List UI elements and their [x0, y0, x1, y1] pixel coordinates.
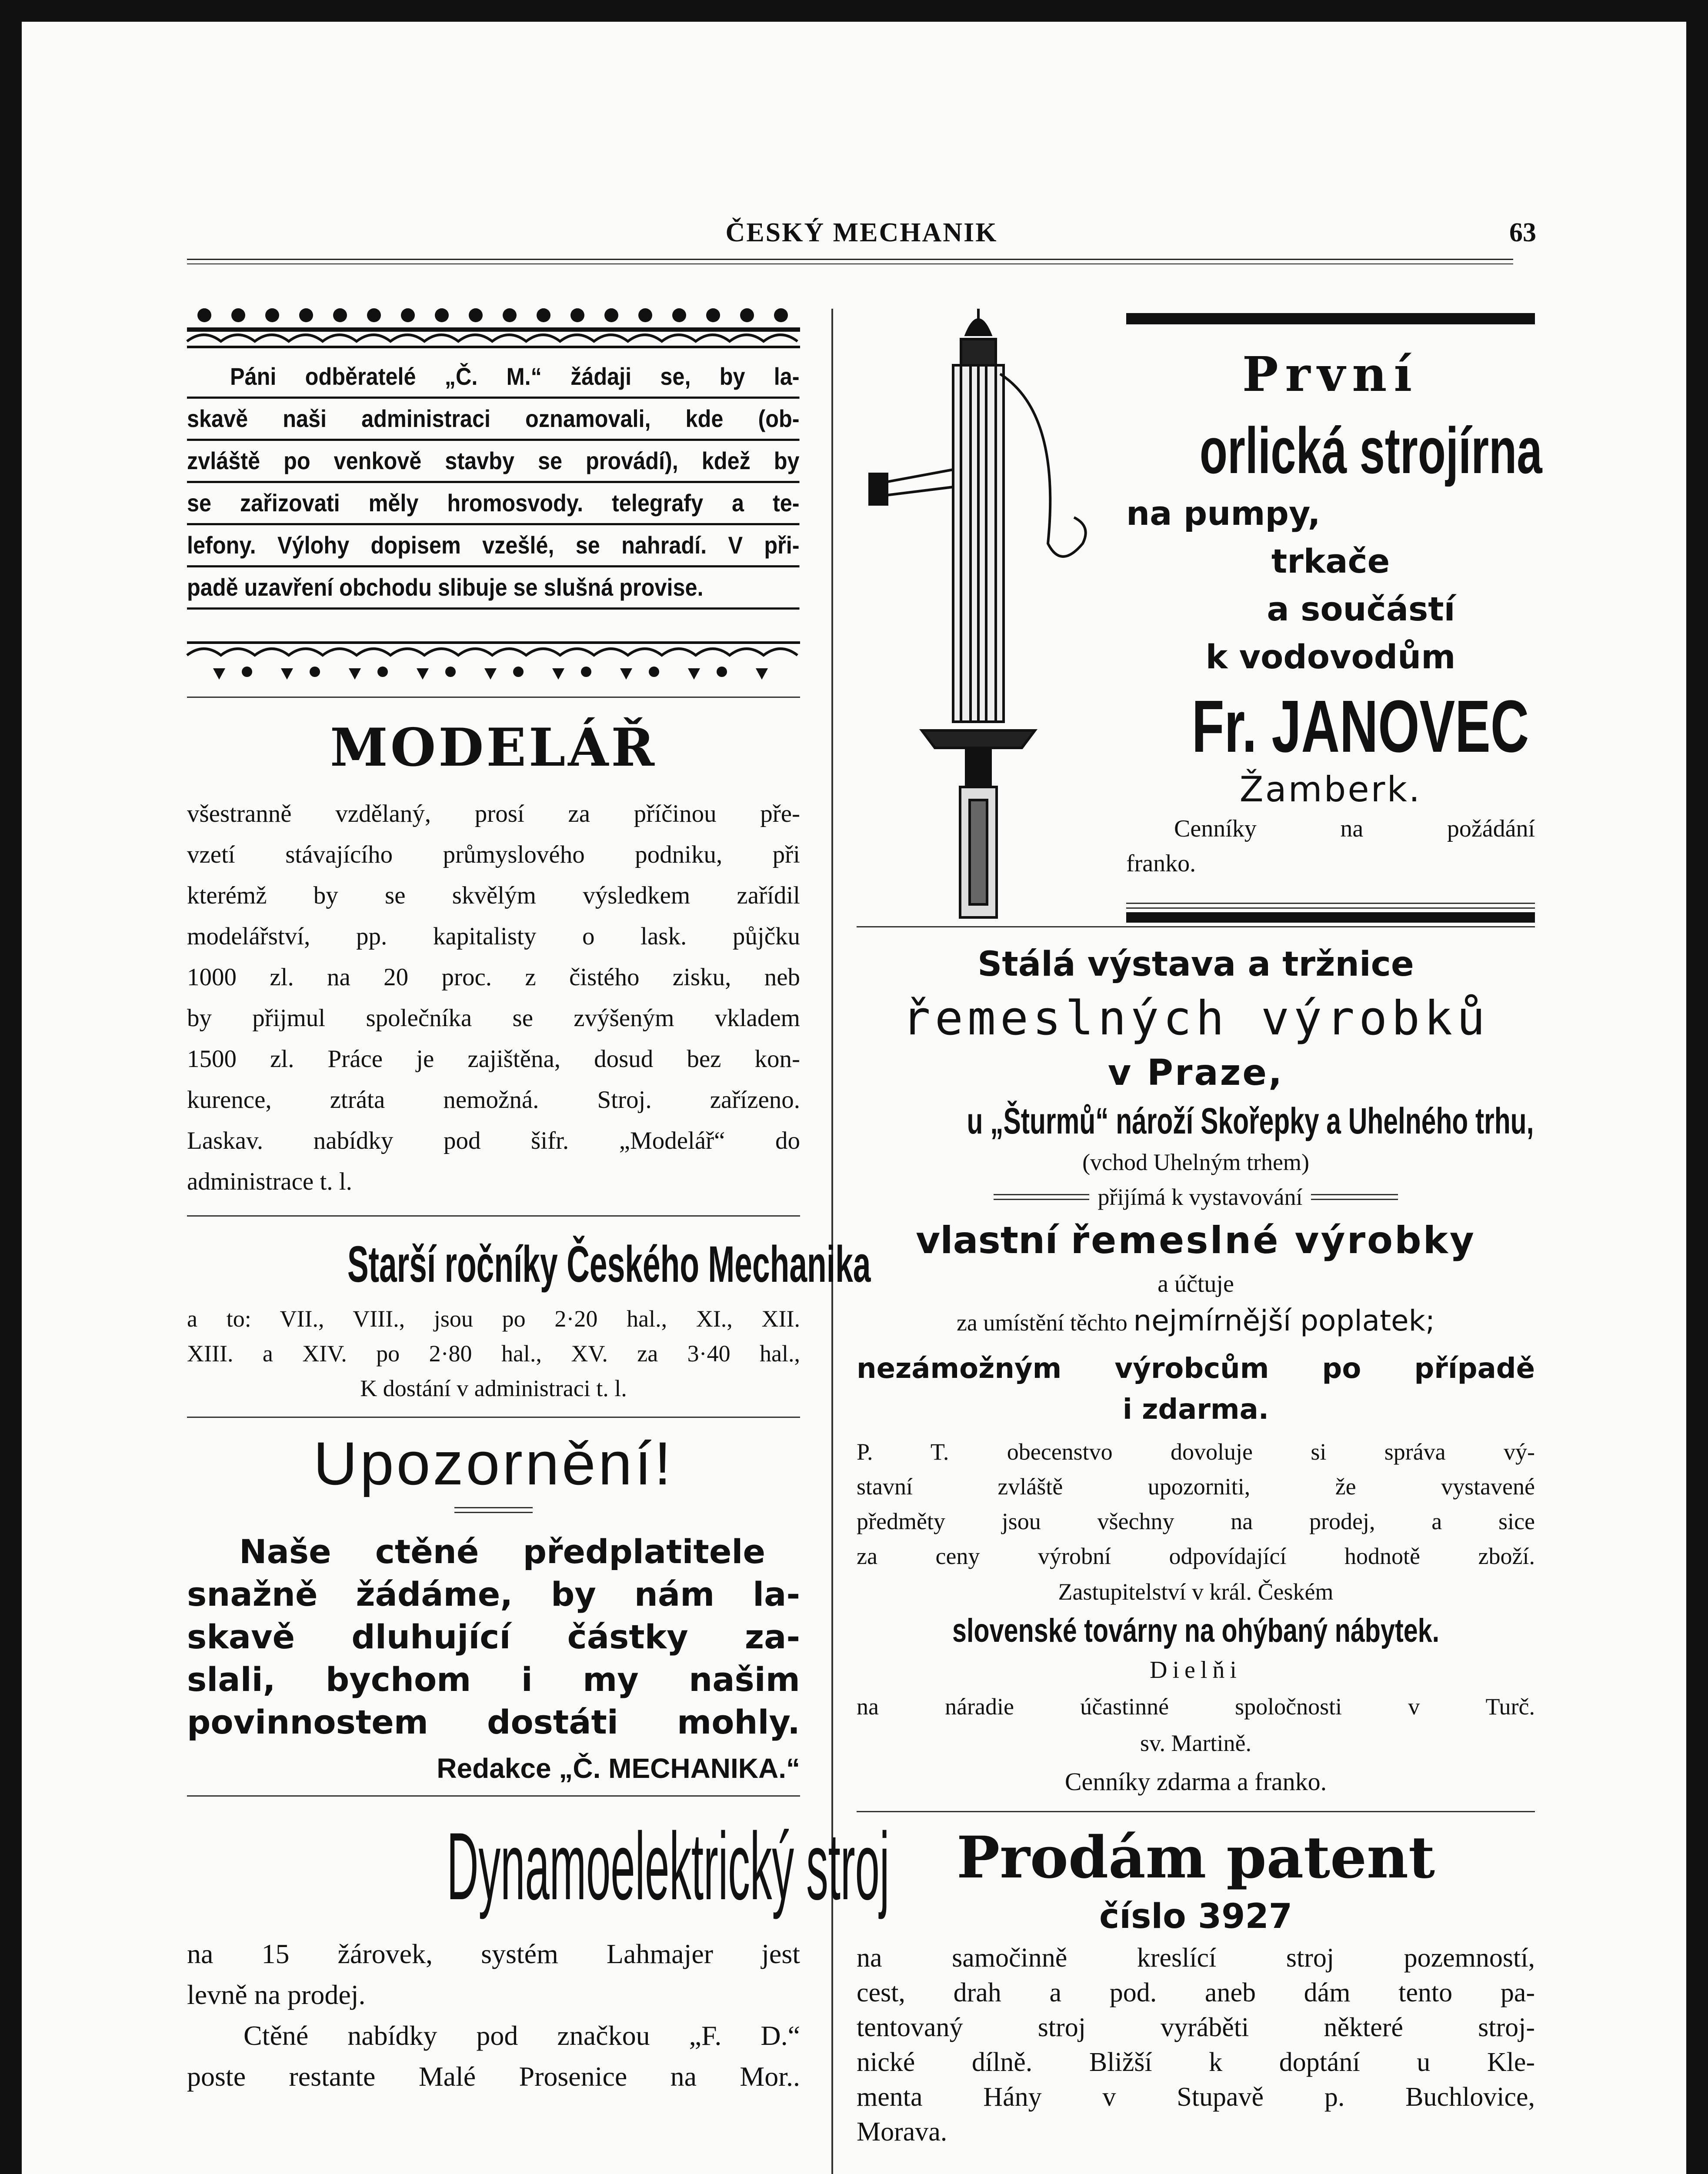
modelar-title: MODELÁŘ	[330, 717, 657, 778]
pump-ad-name: Fr. JANOVEC	[1191, 685, 1529, 768]
exhibition-title3: v Praze,	[1108, 1052, 1284, 1094]
accepts-rule-right	[1311, 1194, 1398, 1200]
pump-ad-city: Žamberk.	[1239, 769, 1422, 810]
reminder-line: snažně žádáme, by nám la-	[187, 1575, 800, 1614]
right-column	[857, 300, 1542, 2149]
patent-line: na samočinně kreslící stroj pozemností,	[857, 1943, 1535, 1973]
ornament-top	[187, 300, 800, 352]
exhibition-fee-b: nejmírnější poplatek;	[1133, 1304, 1435, 1337]
patent-ad	[857, 1823, 1535, 2149]
modelar-line: 1000 zl. na 20 proc. z čistého zisku, neb	[187, 964, 800, 991]
exhibition-pricelists: Cenníky zdarma a franko.	[1064, 1767, 1327, 1796]
exhibition-pt-line: stavní zvláště upozorniti, že vystavené	[857, 1474, 1535, 1500]
exhibition-products-a: vlastní	[916, 1219, 1071, 1262]
pump-ad-line5: a součástí	[1267, 590, 1455, 628]
pump-ad-line3: na pumpy,	[1126, 494, 1321, 533]
patent-line: tentovaný stroj vyráběti některé stroj-	[857, 2013, 1535, 2042]
exhibition-free: i zdarma.	[1122, 1394, 1269, 1426]
dynamo-line: Ctěné nabídky pod značkou „F. D.“	[244, 2020, 800, 2051]
exhibition-poor: nezámožným výrobcům po případě	[857, 1353, 1535, 1385]
reminder-signature: Redakce „Č. MECHANIKA.“	[437, 1753, 800, 1784]
section-rule	[187, 1795, 800, 1797]
modelar-line: kterémž by se skvělým výsledkem zařídil	[187, 882, 800, 909]
notice-line: padě uzavření obchodu slibuje se slušná provise.	[187, 567, 800, 610]
modelar-line: 1500 zl. Práce je zajištěna, dosud bez kon-	[187, 1045, 800, 1073]
modelar-line: kurence, ztráta nemožná. Stroj. zařízeno.	[187, 1086, 800, 1114]
exhibition-title2: řemeslných výrobků	[902, 991, 1490, 1046]
back-issues-ad	[187, 1236, 871, 1406]
dynamo-line: poste restante Malé Prosenice na Mor..	[187, 2061, 800, 2092]
modelar-ad	[187, 715, 800, 1202]
pump-ad-bottom-rule	[1126, 903, 1535, 909]
exhibition-factory: slovenské továrny na ohýbaný nábytek.	[952, 1612, 1440, 1649]
exhibition-place: sv. Martině.	[1140, 1730, 1251, 1756]
ornament-bottom	[187, 636, 800, 692]
running-header	[187, 217, 1536, 257]
patent-line: menta Hány v Stupavě p. Buchlovice,	[857, 2082, 1535, 2112]
accepts-rule-left	[994, 1194, 1089, 1200]
notice-line: se zařizovati měly hromosvody. telegrafy a te-	[187, 483, 800, 525]
patent-line: Morava.	[857, 2117, 947, 2147]
notice-line: skavě naši administraci oznamovali, kde (ob-	[187, 399, 800, 441]
reminder-line: povinnostem dostáti mohly.	[187, 1703, 800, 1741]
section-rule	[857, 1811, 1535, 1812]
back-issues-title: Starší ročníky Českého Mechanika	[347, 1236, 871, 1293]
exhibition-pt-line: za ceny výrobní odpovídající hodnotě zboží.	[857, 1543, 1535, 1569]
pump-ad-line6: k vodovodům	[1205, 637, 1456, 676]
ornament-band-icon	[187, 302, 800, 350]
reminder-title: Upozornění!	[313, 1429, 674, 1497]
modelar-line: administrace t. l.	[187, 1168, 352, 1195]
notice-line: zvláště po venkově stavby se provádí), kdež by	[187, 441, 800, 483]
exhibition-charges: a účtuje	[1158, 1270, 1234, 1297]
journal-title: ČESKÝ MECHANIK	[725, 218, 998, 247]
dynamo-title: Dynamoelektrický stroj	[447, 1813, 890, 1920]
modelar-line: vzetí stávajícího průmyslového podniku, při	[187, 841, 800, 868]
exhibition-title1: Stálá výstava a tržnice	[977, 945, 1414, 984]
notice-line: lefony. Výlohy dopisem vzešlé, se nahradí. V při-	[187, 525, 800, 567]
reminder-line: Naše ctěné předplatitele	[239, 1532, 765, 1571]
pump-ad	[857, 300, 1542, 917]
reminder-line: slali, bychom i my našim	[187, 1660, 800, 1699]
section-rule	[187, 697, 800, 698]
exhibition-pt-line: P. T. obecenstvo dovoluje si správa vý-	[857, 1439, 1535, 1465]
section-rule	[187, 1215, 800, 1217]
exhibition-products-b: řemeslné výrobky	[1071, 1219, 1476, 1262]
section-rule	[187, 1417, 800, 1418]
pump-ad-line4: trkače	[1271, 542, 1390, 580]
water-pump-icon	[857, 300, 1100, 917]
back-issues-line: XIII. a XIV. po 2·80 hal., XV. za 3·40 hal.,	[187, 1340, 800, 1367]
page	[22, 22, 1686, 2174]
notice-line: Páni odběratelé „Č. M.“ žádaji se, by la-	[187, 357, 800, 399]
exhibition-address: u „Šturmů“ nároží Skořepky a Uhelného trhu,	[967, 1100, 1534, 1141]
ornament-band-icon	[187, 638, 800, 690]
modelar-line: všestranně vzdělaný, prosí za příčinou pře-	[187, 800, 800, 827]
exhibition-agency: Zastupitelství v král. Českém	[1058, 1579, 1334, 1605]
header-rule-2	[187, 263, 1513, 264]
reminder-line: skavě dluhující částky za-	[187, 1617, 800, 1656]
header-rule	[187, 259, 1513, 260]
reminder-divider	[454, 1507, 533, 1513]
dynamo-ad	[187, 1807, 890, 2097]
pump-ad-line1: První	[1242, 346, 1419, 402]
modelar-line: modelářství, pp. kapitalisty o lask. půjčku	[187, 923, 800, 950]
exhibition-pt-line: předměty jsou všechny na prodej, a sice	[857, 1508, 1535, 1534]
modelar-line: Laskav. nabídky pod šifr. „Modelář“ do	[187, 1127, 800, 1154]
dynamo-line: na 15 žárovek, systém Lahmajer jest	[187, 1938, 800, 1969]
patent-line: nické dílně. Bližší k doptání u Kle-	[857, 2047, 1535, 2077]
pump-ad-bottom-bar	[1126, 912, 1535, 923]
patent-line: cest, drah a pod. aneb dám tento pa-	[857, 1978, 1535, 2007]
section-rule	[857, 926, 1535, 927]
pump-ad-price1: Cenníky na požádání	[1174, 815, 1535, 842]
exhibition-ad	[857, 940, 1535, 1802]
dynamo-line: levně na prodej.	[187, 1979, 366, 2010]
pump-ad-top-bar	[1126, 313, 1535, 324]
exhibition-fee-a: za umístění těchto	[956, 1310, 1134, 1336]
patent-number: číslo 3927	[1099, 1897, 1292, 1936]
patent-title: Prodám patent	[956, 1824, 1435, 1891]
subscribers-notice	[187, 357, 800, 610]
reminder-ad	[187, 1429, 800, 1784]
exhibition-entrance: (vchod Uhelným trhem)	[1082, 1149, 1309, 1175]
back-issues-line: a to: VII., VIII., jsou po 2·20 hal., XI., XII.	[187, 1306, 800, 1332]
page-number: 63	[1509, 218, 1536, 247]
pump-ad-line2: orlická strojírna	[1199, 414, 1542, 487]
back-issues-line: K dostání v administraci t. l.	[360, 1375, 627, 1401]
exhibition-accepts: přijímá k vystavování	[1098, 1184, 1303, 1210]
exhibition-company: na náradie účastinné spoločnosti v Turč.	[857, 1694, 1535, 1720]
modelar-line: by přijmul společníka se zvýšeným vkladem	[187, 1004, 800, 1032]
pump-ad-price2: franko.	[1126, 850, 1196, 877]
exhibition-workshops: Dielňi	[1150, 1657, 1242, 1684]
left-column	[187, 300, 890, 2097]
